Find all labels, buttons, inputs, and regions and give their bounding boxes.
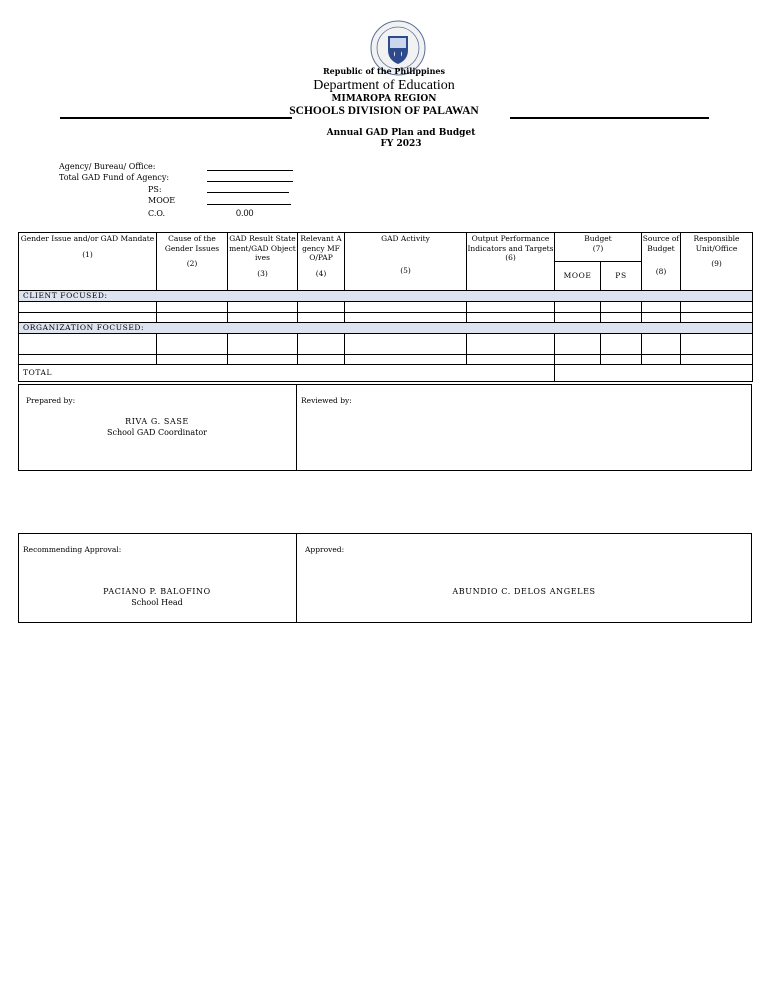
agency-line bbox=[207, 170, 293, 171]
col-header-budget-mooe: MOOE bbox=[555, 262, 601, 291]
col-header-gad-activity: GAD Activity (5) bbox=[345, 233, 467, 291]
agency-label: Agency/ Bureau/ Office: bbox=[59, 162, 156, 171]
table-row bbox=[19, 302, 753, 313]
col-header-output-indicators: Output Performance Indicators and Targets (6) bbox=[467, 233, 555, 291]
region-heading: MIMAROPA REGION bbox=[331, 94, 437, 104]
co-label: C.O. bbox=[148, 209, 166, 218]
approved-label: Approved: bbox=[305, 545, 345, 554]
fiscal-year: FY 2023 bbox=[380, 139, 422, 149]
document-title: Annual GAD Plan and Budget bbox=[326, 128, 476, 138]
total-label: TOTAL bbox=[19, 365, 555, 382]
recommending-title: School Head bbox=[131, 598, 183, 607]
table-row bbox=[19, 355, 753, 365]
approved-name: ABUNDIO C. DELOS ANGELES bbox=[452, 587, 596, 596]
col-header-source-of-budget: Source of Budget (8) bbox=[642, 233, 681, 291]
ps-label: PS: bbox=[148, 185, 162, 194]
ps-line bbox=[207, 192, 289, 193]
department-heading: Department of Education bbox=[313, 78, 455, 93]
box-divider bbox=[296, 534, 297, 622]
approval-box bbox=[18, 533, 752, 623]
total-gad-fund-line bbox=[207, 181, 293, 182]
section-organization-focused: ORGANIZATION FOCUSED: bbox=[19, 323, 753, 334]
recommending-name: PACIANO P. BALOFINO bbox=[103, 587, 211, 596]
total-value-cell bbox=[555, 365, 753, 382]
co-value: 0.00 bbox=[236, 208, 254, 218]
division-heading: SCHOOLS DIVISION OF PALAWAN bbox=[289, 105, 479, 117]
section-client-focused: CLIENT FOCUSED: bbox=[19, 291, 753, 302]
col-header-budget-ps: PS bbox=[601, 262, 642, 291]
table-row bbox=[19, 313, 753, 323]
prepared-by-title: School GAD Coordinator bbox=[106, 428, 207, 437]
col-header-gender-issue: Gender Issue and/or GAD Mandate (1) bbox=[19, 233, 157, 291]
reviewed-by-label: Reviewed by: bbox=[301, 396, 352, 405]
total-gad-fund-label: Total GAD Fund of Agency: bbox=[59, 173, 170, 182]
col-header-mfo-pap: Relevant Agency MFO/PAP (4) bbox=[298, 233, 345, 291]
republic-heading: Republic of the Philippines bbox=[322, 66, 445, 76]
table-row bbox=[19, 334, 753, 355]
prepared-reviewed-box bbox=[18, 384, 752, 471]
gad-plan-table bbox=[18, 232, 753, 382]
col-header-cause: Cause of the Gender Issues (2) bbox=[157, 233, 228, 291]
recommending-approval-label: Recommending Approval: bbox=[23, 545, 122, 554]
box-divider bbox=[296, 385, 297, 470]
col-header-result-statement: GAD Result Statement/GAD Objectives (3) bbox=[228, 233, 298, 291]
mooe-line bbox=[207, 204, 291, 205]
header-rule-left bbox=[60, 117, 292, 119]
prepared-by-label: Prepared by: bbox=[26, 396, 76, 405]
header-rule-right bbox=[510, 117, 709, 119]
col-header-budget: Budget (7) bbox=[555, 233, 642, 262]
col-header-responsible-unit: Responsible Unit/Office (9) bbox=[681, 233, 753, 291]
prepared-by-name: RIVA G. SASE bbox=[125, 417, 189, 426]
mooe-label: MOOE bbox=[148, 196, 176, 205]
